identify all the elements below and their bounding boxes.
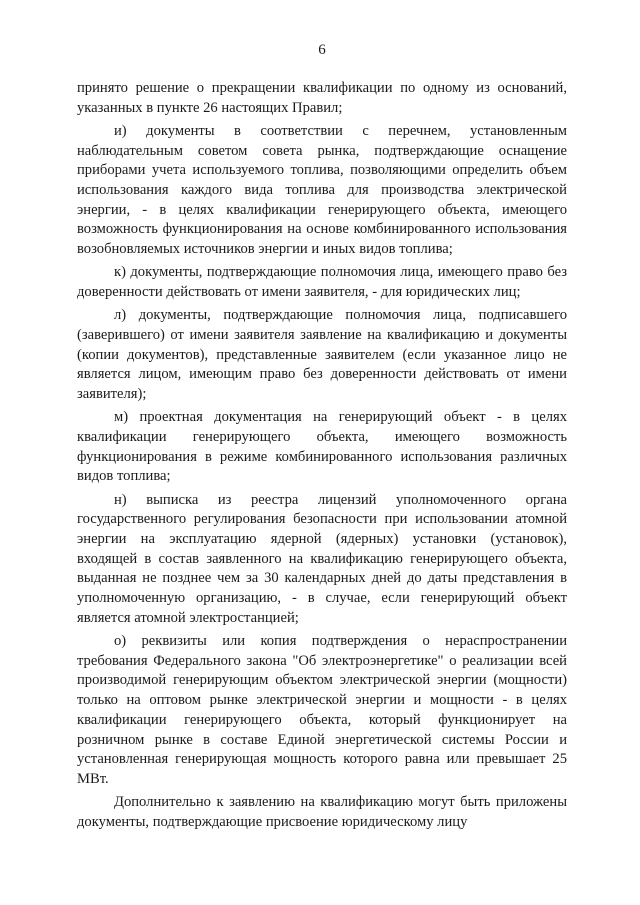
paragraph-item-k: к) документы, подтверждающие полномочия лица, имеющего право без доверенности действовать от имени заявителя, - для юридических лиц;	[77, 264, 567, 301]
page-number: 6	[318, 42, 326, 58]
paragraph-continuation: принято решение о прекращении квалификации по одному из оснований, указанных в пункте 26 настоящих Правил;	[77, 80, 567, 116]
paragraph-item-m: м) проектная документация на генерирующий объект - в целях квалификации генерирующего объекта, имеющего возможность функционирования в режиме комбинированного использования различных видов топлива;	[77, 409, 567, 485]
paragraph-additional: Дополнительно к заявлению на квалификацию могут быть приложены документы, подтверждающие присвоение юридическому лицу	[77, 794, 567, 830]
body-text	[77, 79, 567, 836]
paragraph-item-i: и) документы в соответствии с перечнем, установленным наблюдательным советом совета рынка, подтверждающие оснащение приборами учета используемого топлива, позволяющими определить объем использования каждого вида топлива для производства электрической энергии, - в целях квалификации генерирующего объекта, имеющего возможность функционирования на основе комбинированного использования возобновляемых источников энергии и иных видов топлива;	[77, 122, 567, 258]
paragraph-item-l: л) документы, подтверждающие полномочия лица, подписавшего (заверившего) от имени заявителя заявление на квалификацию и документы (копии документов), представленные заявителем (если указанное лицо не является лицом, имеющим право без доверенности действовать от имени заявителя);	[77, 307, 567, 403]
paragraph-item-n: н) выписка из реестра лицензий уполномоченного органа государственного регулирования безопасности при использовании атомной энергии на эксплуатацию ядерной (ядерных) установки (установок), входящей в состав заявленного на квалификацию генерирующего объекта, выданная не позднее чем за 30 календарных дней до даты представления в уполномоченную организацию, - в случае, если генерирующий объект является атомной электростанцией;	[77, 491, 567, 626]
paragraph-item-o: о) реквизиты или копия подтверждения о нераспространении требования Федерального закона "Об электроэнергетике" о реализации всей производимой генерирующим объектом электрической энергии (мощности) только на оптовом рынке электрической энергии и мощности - в целях квалификации генерирующего объекта, который функционирует на розничном рынке в составе Единой энергетической системы России и установленная генерирующая мощность которого равна или превышает 25 МВт.	[77, 632, 567, 787]
